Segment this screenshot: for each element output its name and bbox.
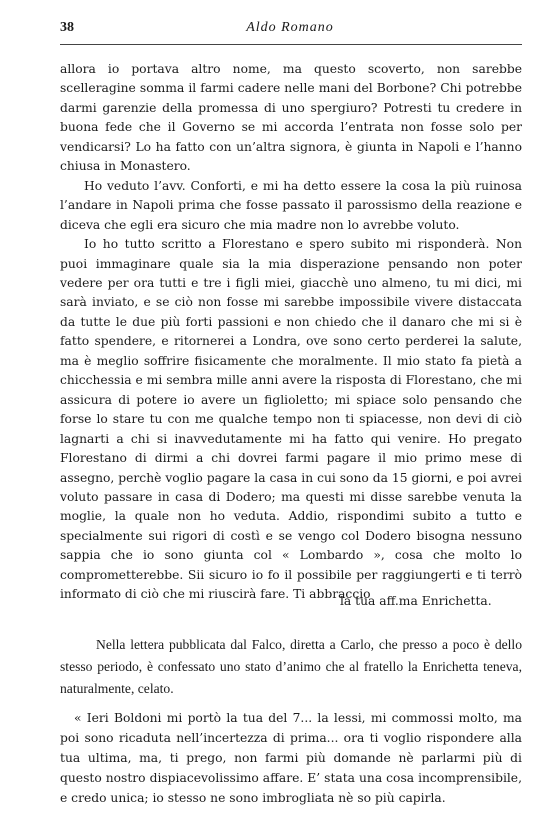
page-number: 38 — [60, 20, 74, 35]
commentary-paragraph: Nella lettera pubblicata dal Falco, diretta a Carlo, che presso a poco è dello stesso periodo, è confessato uno stato d’animo che al fratello la Enrichetta teneva, naturalmente, celato. — [60, 637, 522, 696]
page-header — [60, 20, 520, 44]
letter-signature: la tua aff.ma Enrichetta. — [340, 594, 492, 608]
letter-paragraph: allora io portava altro nome, ma questo scoverto, non sarebbe scelleragine somma il farmi cadere nelle mani del Borbone? Chi potrebbe darmi garenzie della promessa di uno spergiuro? Potresti tu credere in buona fede che il Governo se mi accorda l’entrata non fosse solo per vendicarsi? Lo ha fatto con un’altra signora, è giunta in Napoli e l’hanno chiusa in Monastero. — [60, 62, 522, 174]
header-rule — [60, 44, 522, 45]
letter-paragraph: Io ho tutto scritto a Florestano e spero subito mi risponderà. Non puoi immaginare quale sia la mia disperazione pensando non poter vedere per ora tutti e tre i figli miei, giacchè uno almeno, tu mi dici, mi sarà inviato, e se ciò non fosse mi sarebbe impossibile vivere distaccata da tutte le due più forti passioni e non chiedo che il danaro che mi si è fatto spendere, e ritornerei a Londra, ove sono certo perderei la salute, ma è meglio soffrire fisicamente che moralmente. Il mio stato fa pietà a chicchessia e mi sembra mille anni avere la risposta di Florestano, che mi assicura di potere io avere un figlioletto; mi spiace solo pensando che forse lo stare tu con me qualche tempo non ti spiacesse, non devi di ciò lagnarti a chi si inavvedutamente mi ha fatto qui venire. Ho pregato Florestano di dirmi a chi dovrei farmi pagare il mio primo mese di assegno, perchè voglio pagare la casa in cui sono da 15 giorni, e poi avrei voluto passare in casa di Dodero; ma questi mi disse sarebbe venuta la moglie, la quale non ho veduta. Addio, rispondimi subito a tutto e specialmente sui rigori di costì e se vengo col Dodero bisogna nessuno sappia che io sono giunta col « Lombardo », cosa che molto lo comprometterebbe. Sii sicuro io fo il possibile per raggiungerti e ti terrò informato di ciò che mi riuscirà fare. Ti abbraccio — [60, 237, 522, 602]
running-title: Aldo Romano — [246, 20, 334, 35]
quoted-letter — [60, 708, 522, 808]
quote-paragraph: « Ieri Boldoni mi portò la tua del 7... la lessi, mi commossi molto, ma poi sono ricaduta nell’incertezza di prima... ora ti voglio rispondere alla tua ultima, ma, ti prego, non farmi più domande nè parlarmi più di questo nostro dispiacevolissimo affare. E’ stata una cosa incomprensibile, e credo unica; io stesso ne sono imbrogliata nè so più capirla. — [60, 711, 522, 805]
letter-paragraph: Ho veduto l’avv. Conforti, e mi ha detto essere la cosa la più ruinosa l’andare in Napoli prima che fosse passato il parossismo della reazione e diceva che egli era sicuro che mia madre non lo avrebbe voluto. — [60, 178, 522, 232]
letter-body — [60, 60, 522, 605]
commentary — [60, 634, 522, 700]
